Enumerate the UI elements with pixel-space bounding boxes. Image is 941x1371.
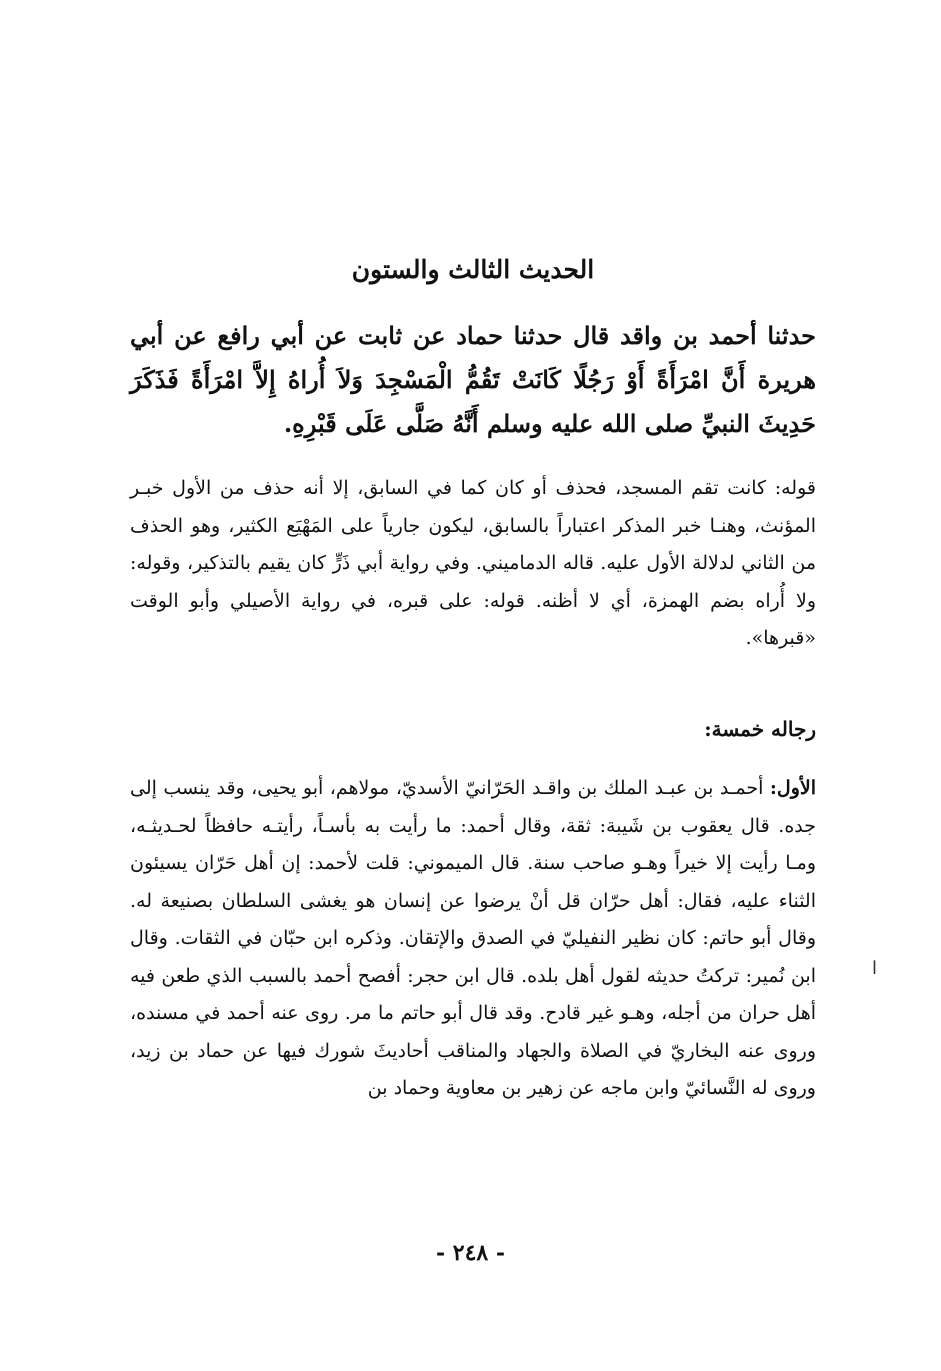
narrator-first-label: الأول: xyxy=(769,777,816,799)
hadith-heading: الحديث الثالث والستون xyxy=(351,255,595,284)
page-number: - ٢٤٨ - xyxy=(435,1240,506,1266)
narrator-first-paragraph xyxy=(130,770,816,1108)
narrators-heading: رجاله خمسة: xyxy=(704,717,816,741)
narrator-first-text: أحمـد بن عبـد الملك بن واقـد الحَرّانيّ الأسديّ، مولاهم، أبو يحيى، وقد ينسب إلى جده. قال يعقوب بن شَيبة: ثقة، وقال أحمد: ما رأيت به بأسـاً، رأيتـه حافظاً لحـديثـه، ومـا رأيت إلا خيراً وهـو صاحب سنة. قال الميموني: قلت لأحمد: إن أهل حَرّان يسيئون الثناء عليه، فقال: أهل حرّان قل أنْ يرضوا عن إنسان هو يغشى السلطان بصنيعة له. وقال أبو حاتم: كان نظير النفيليّ في الصدق والإتقان. وذكره ابن حبّان في الثقات. وقال ابن نُمير: تركتُ حديثه لقول أهل بلده. قال ابن حجر: أفصح أحمد بالسبب الذي طعن فيه أهل حران من أجله، وهـو غير قادح. وقد قال أبو حاتم ما مر. روى عنه أحمد في مسنده، وروى عنه البخاريّ في الصلاة والجهاد والمناقب أحاديثَ شورك فيها عن حماد بن زيد، وروى له النَّسائيّ وابن ماجه عن زهير بن معاوية وحماد بن xyxy=(130,777,817,1099)
hadith-text: حدثنا أحمد بن واقد قال حدثنا حماد عن ثابت عن أبي رافع عن أبي هريرة أَنَّ امْرَأَةً أَوْ رَجُلًا كَانَتْ تَقُمُّ الْمَسْجِدَ وَلاَ أُراهُ إِلاَّ امْرَأَةً فَذَكَرَ حَدِيثَ النبيِّ صلى الله عليه وسلم أَنَّهُ صَلَّى عَلَى قَبْرِهِ. xyxy=(130,321,816,438)
margin-mark: ا xyxy=(872,958,878,979)
commentary-paragraph: قوله: كانت تقم المسجد، فحذف أو كان كما في السابق، إلا أنه حذف من الأول خبـر المؤنث، وهنـا خبر المذكر اعتباراً بالسابق، ليكون جارياً على المَهْيَع الكثير، وهو الحذف من الثاني لدلالة الأول عليه. قاله الدماميني. وفي رواية أبي ذَرٍّ كان يقيم بالتذكير، وقوله: ولا أُراه بضم الهمزة، أي لا أظنه. قوله: على قبره، في رواية الأصيلي وأبو الوقت «قبرها». xyxy=(130,477,816,649)
